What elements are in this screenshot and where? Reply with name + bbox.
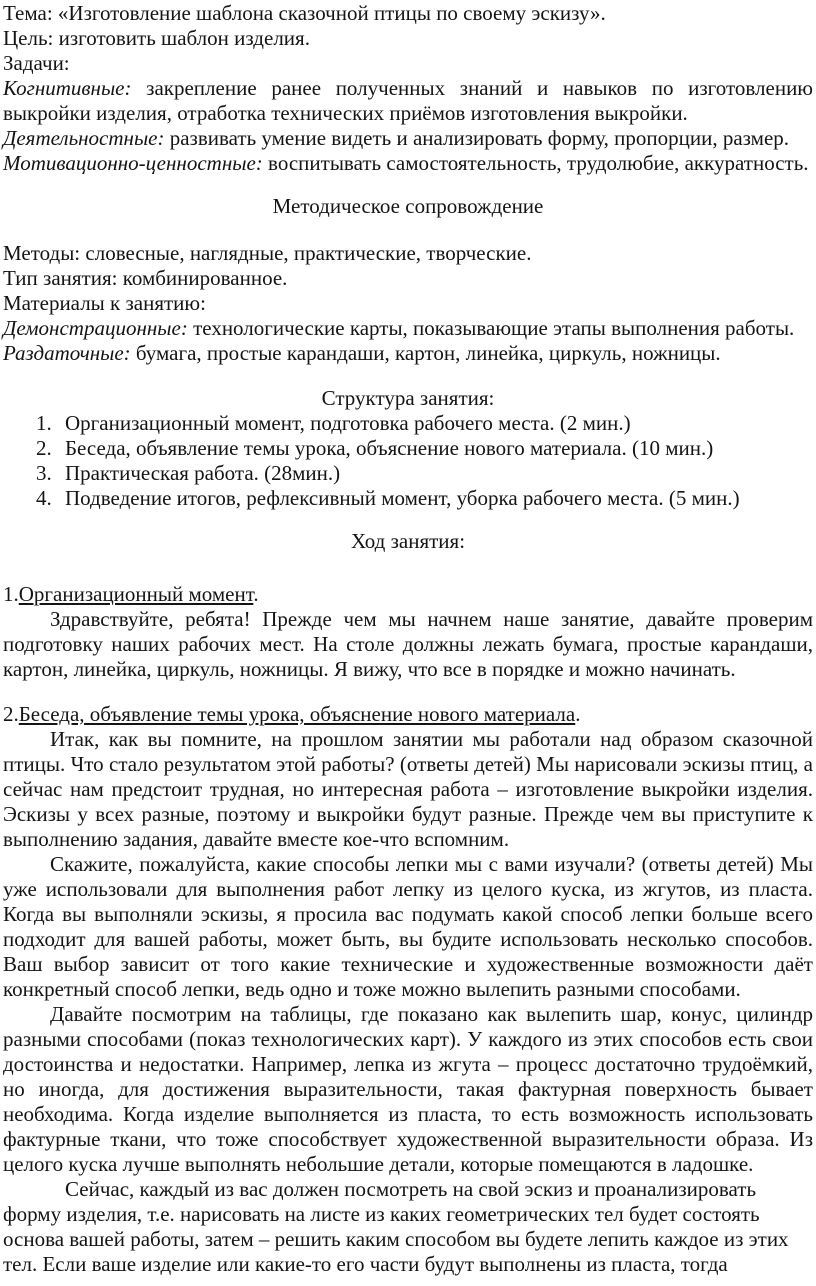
structure-item-3 [3, 461, 813, 486]
section2-paragraph-2: Скажите, пожалуйста, какие способы лепки мы с вами изучали? (ответы детей) Мы уже использовали для выполнения работ лепку из целого куска, из жгутов, из пласта. Когда вы выполняли эскизы, я просила вас подумать какой способ лепки больше всего подходит для вашей работы, может быть, вы будите использовать несколько способов. Ваш выбор зависит от того какие технические и художественные возможности даёт конкретный способ лепки, ведь одно и тоже можно вылепить разными способами. [3, 852, 813, 1001]
section2-title-text: Беседа, объявление темы урока, объяснение нового материала [18, 702, 576, 726]
lesson-type-line: Тип занятия: комбинированное. [3, 266, 288, 290]
task-motivational [3, 151, 813, 176]
section2-title-period: . [575, 702, 581, 726]
structure-item-2-number: 2. [36, 436, 52, 460]
structure-item-2 [3, 436, 813, 461]
task-activity [3, 126, 813, 151]
section1-title-period: . [253, 582, 259, 606]
materials-handout [3, 341, 813, 366]
section2-number: 2. [3, 702, 19, 726]
methods-line: Методы: словесные, наглядные, практические, творческие. [3, 241, 532, 265]
goal-line: Цель: изготовить шаблон изделия. [3, 26, 310, 50]
structure-item-4 [3, 486, 813, 511]
structure-item-4-number: 4. [36, 486, 52, 510]
task-cognitive-lead: Когнитивные: [3, 76, 132, 100]
structure-item-3-text: Практическая работа. (28мин.) [65, 461, 341, 485]
section1-number: 1. [3, 582, 19, 606]
structure-item-1-text: Организационный момент, подготовка рабочего места. (2 мин.) [65, 411, 631, 435]
structure-item-1-number: 1. [36, 411, 52, 435]
section1-title [3, 582, 813, 607]
materials-label: Материалы к занятию: [3, 291, 206, 315]
section2-paragraph-4: Сейчас, каждый из вас должен посмотреть на свой эскиз и проанализировать форму изделия, т.е. нарисовать на листе из каких геометрических тел будет состоять основа вашей работы, затем – решить каким способом вы будете лепить каждое из этих тел. Если ваше изделие или какие-то его части будут выполнены из пласта, тогда [3, 1177, 789, 1276]
section2-title [3, 702, 813, 727]
section1-paragraph: Здравствуйте, ребята! Прежде чем мы начнем наше занятие, давайте проверим подготовку наших рабочих мест. На столе должны лежать бумага, простые карандаши, картон, линейка, циркуль, ножницы. Я вижу, что все в порядке и можно начинать. [3, 607, 813, 681]
course-heading: Ход занятия: [350, 529, 466, 553]
section2-paragraph-1: Итак, как вы помните, на прошлом занятии мы работали над образом сказочной птицы. Что стало результатом этой работы? (ответы детей) Мы нарисовали эскизы птиц, а сейчас нам предстоит трудная, но интересная работа – изготовление выкройки изделия. Эскизы у всех разные, поэтому и выкройки будут разные. Прежде чем вы приступите к выполнению задания, давайте вместе кое-что вспомним. [3, 727, 813, 851]
materials-demo-text: технологические карты, показывающие этапы выполнения работы. [187, 316, 795, 340]
structure-heading: Структура занятия: [321, 386, 495, 410]
task-activity-lead: Деятельностные: [3, 126, 165, 150]
task-activity-text: развивать умение видеть и анализировать форму, пропорции, размер. [164, 126, 790, 150]
structure-item-3-number: 3. [36, 461, 52, 485]
materials-demo-lead: Демонстрационные: [3, 316, 188, 340]
section1-title-text: Организационный момент [18, 582, 254, 606]
structure-item-1 [3, 411, 813, 436]
structure-item-2-text: Беседа, объявление темы урока, объяснение нового материала. (10 мин.) [65, 436, 714, 460]
methodical-heading: Методическое сопровождение [272, 194, 544, 218]
materials-handout-text: бумага, простые карандаши, картон, линейка, циркуль, ножницы. [130, 341, 721, 365]
section2-paragraph-3: Давайте посмотрим на таблицы, где показано как вылепить шар, конус, цилиндр разными способами (показ технологических карт). У каждого из этих способов есть свои достоинства и недостатки. Например, лепка из жгута – процесс достаточно трудоёмкий, но иногда, для достижения выразительности, такая фактурная поверхность бывает необходима. Когда изделие выполняется из пласта, то есть возможность использовать фактурные ткани, что тоже способствует художественной выразительности образа. Из целого куска лучше выполнять небольшие детали, которые помещаются в ладошке. [3, 1002, 813, 1176]
structure-list [3, 411, 813, 511]
tasks-label: Задачи: [3, 51, 70, 75]
task-motivational-text: воспитывать самостоятельность, трудолюбие, аккуратность. [262, 151, 809, 175]
task-motivational-lead: Мотивационно-ценностные: [3, 151, 263, 175]
task-cognitive [3, 76, 813, 126]
materials-handout-lead: Раздаточные: [3, 341, 131, 365]
materials-demo [3, 316, 813, 341]
theme-line: Тема: «Изготовление шаблона сказочной птицы по своему эскизу». [3, 1, 606, 25]
structure-item-4-text: Подведение итогов, рефлексивный момент, уборка рабочего места. (5 мин.) [65, 486, 740, 510]
task-cognitive-text: закрепление ранее полученных знаний и навыков по изготовлению выкройки изделия, отработка технических приёмов изготовления выкройки. [3, 76, 813, 125]
